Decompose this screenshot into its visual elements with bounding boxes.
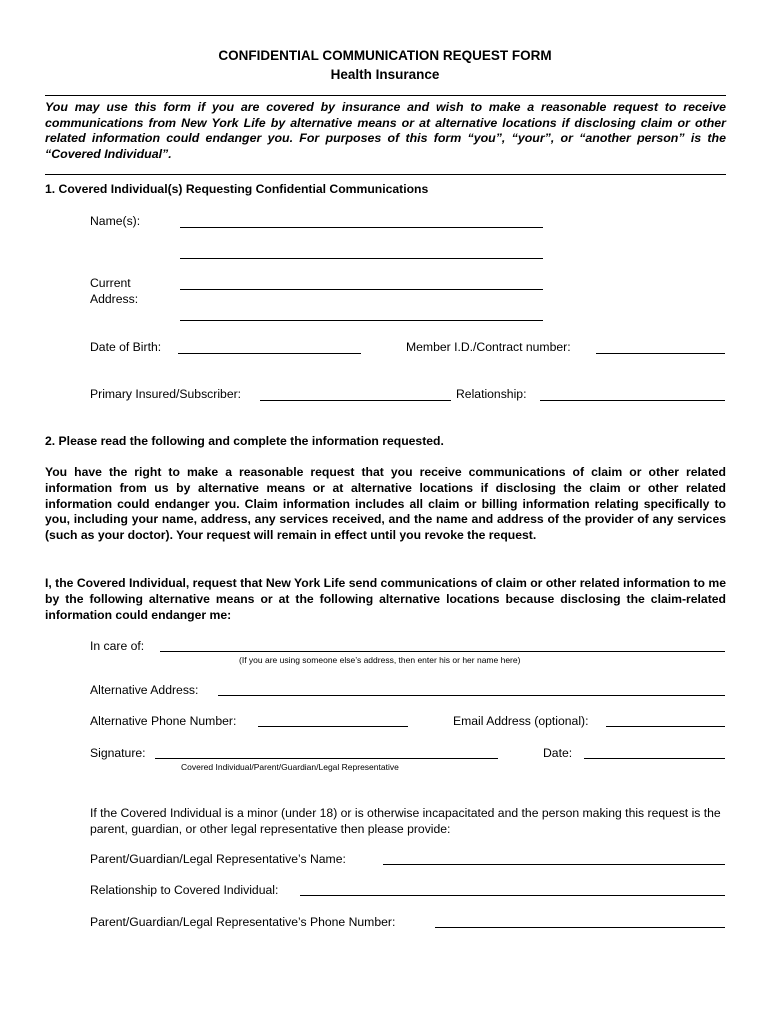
alt-phone-field[interactable] (258, 726, 408, 727)
relationship-label: Relationship: (456, 387, 527, 401)
name-field-1[interactable] (180, 227, 543, 228)
bottom-divider (45, 174, 726, 175)
name-field-2[interactable] (180, 258, 543, 259)
rep-phone-label: Parent/Guardian/Legal Representative’s Phone Number: (90, 915, 396, 929)
rep-relationship-field[interactable] (300, 895, 725, 896)
dob-field[interactable] (178, 353, 361, 354)
rep-name-label: Parent/Guardian/Legal Representative’s Name: (90, 852, 346, 866)
intro-paragraph: You may use this form if you are covered by insurance and wish to make a reasonable request to receive communications from New York Life by alternative means or at alternative locations if disclosing claim or other related information could endanger you. For purposes of this form “you”, “your”, or “another person” is the “Covered Individual”. (45, 100, 726, 162)
date-label: Date: (543, 746, 573, 760)
primary-insured-label: Primary Insured/Subscriber: (90, 387, 242, 401)
request-paragraph: I, the Covered Individual, request that New York Life send communications of claim or other related information to me by the following alternative means or at the following alternative locations because disclosing the claim-related information could endanger me: (45, 576, 726, 622)
section-2-heading: 2. Please read the following and complete the information requested. (45, 434, 444, 448)
signature-note: Covered Individual/Parent/Guardian/Legal Representative (181, 762, 399, 772)
minor-paragraph: If the Covered Individual is a minor (under 18) or is otherwise incapacitated and the person making this request is the parent, guardian, or other legal representative then please provide: (90, 806, 721, 836)
member-id-field[interactable] (596, 353, 725, 354)
alt-phone-label: Alternative Phone Number: (90, 714, 237, 728)
email-label: Email Address (optional): (453, 714, 589, 728)
top-divider (45, 95, 726, 96)
section-1-heading: 1. Covered Individual(s) Requesting Confidential Communications (45, 182, 429, 196)
relationship-field[interactable] (540, 400, 725, 401)
care-of-note: (If you are using someone else’s address, then enter his or her name here) (239, 655, 521, 665)
care-of-field[interactable] (160, 651, 725, 652)
rep-relationship-label: Relationship to Covered Individual: (90, 883, 279, 897)
form-subtitle: Health Insurance (330, 67, 440, 82)
signature-label: Signature: (90, 746, 146, 760)
address-field-1[interactable] (180, 289, 543, 290)
address-label: Address: (90, 292, 139, 306)
rights-paragraph: You have the right to make a reasonable request that you receive communications of claim or other related information from us by alternative means or at alternative locations if disclosing the claim or other related information could endanger you. Claim information includes all claim or billing information relating specifically to you, including your name, address, any services received, and the name and address of the provider of any services (such as your doctor). Your request will remain in effect until you revoke the request. (45, 465, 726, 543)
alt-address-label: Alternative Address: (90, 683, 199, 697)
dob-label: Date of Birth: (90, 340, 162, 354)
current-address-label: Current (90, 276, 131, 290)
signature-field[interactable] (155, 758, 498, 759)
date-field[interactable] (584, 758, 725, 759)
address-field-2[interactable] (180, 320, 543, 321)
form-title: CONFIDENTIAL COMMUNICATION REQUEST FORM (218, 48, 552, 63)
member-id-label: Member I.D./Contract number: (406, 340, 571, 354)
rep-phone-field[interactable] (435, 927, 725, 928)
care-of-label: In care of: (90, 639, 145, 653)
names-label: Name(s): (90, 214, 141, 228)
primary-insured-field[interactable] (260, 400, 451, 401)
alt-address-field[interactable] (218, 695, 725, 696)
rep-name-field[interactable] (383, 864, 725, 865)
email-field[interactable] (606, 726, 725, 727)
